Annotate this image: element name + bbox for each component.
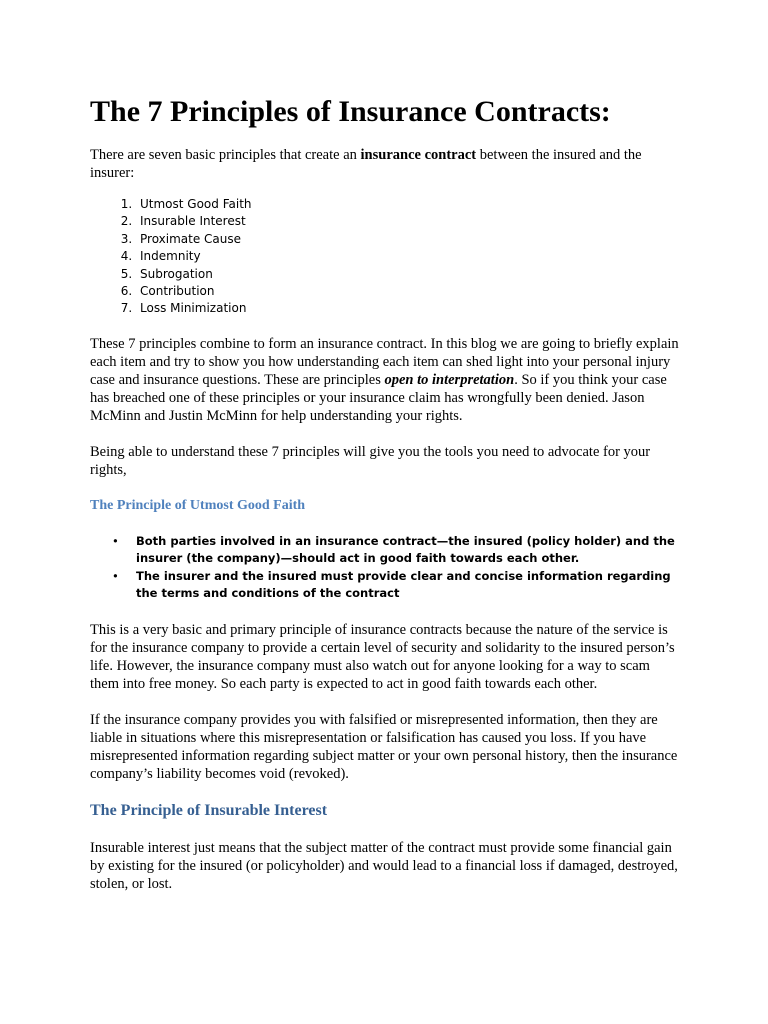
bullet-text: The insurer and the insured must provide clear and concise information regarding the terms and conditions of the contract [136,568,671,601]
intro-bold-term: insurance contract [360,147,477,163]
blog-paragraph [90,335,680,425]
list-item: 6. Contribution [136,283,680,300]
good-faith-paragraph-1: This is a very basic and primary principle of insurance contracts because the nature of the service is for the insurance company to provide a certain level of security and solidarity to the insured person’s life. However, the insurance company must also watch out for anyone looking for a way to scam them into free money. So each party is expected to act in good faith towards each other. [90,621,675,692]
list-item: 5. Subrogation [136,266,680,283]
heading-utmost-good-faith: The Principle of Utmost Good Faith [90,497,306,513]
good-faith-paragraph-2: If the insurance company provides you with falsified or misrepresented information, then they are liable in situations where this misrepresentation or falsification has caused you loss. If you have misrepresented information regarding subject matter or your own personal history, then the insurance company’s liability becomes void (revoked). [90,711,678,782]
list-item: 4. Indemnity [136,248,680,265]
bullet-icon: • [112,533,119,548]
good-faith-bullet-list [90,533,680,603]
blog-emphasis: open to interpretation [384,371,515,388]
intro-text-after: between the insured and the insurer: [90,147,642,181]
list-item: 7. Loss Minimization [136,300,680,317]
intro-paragraph [90,146,680,182]
intro-text-before: There are seven basic principles that create an [90,147,361,163]
heading-insurable-interest: The Principle of Insurable Interest [90,801,328,819]
advocate-paragraph: Being able to understand these 7 principles will give you the tools you need to advocate for your rights, [90,443,651,478]
principles-list [90,196,680,318]
document-page [90,92,680,893]
page-title: The 7 Principles of Insurance Contracts: [90,95,611,128]
blog-text-before: These 7 principles combine to form an insurance contract. In this blog we are going to briefly explain each item and try to show you how understanding each item can shed light into your personal injury case and insurance questions. These are principles [90,335,679,388]
list-item: 2. Insurable Interest [136,213,680,230]
list-item [112,568,680,603]
insurable-interest-paragraph: Insurable interest just means that the subject matter of the contract must provide some financial gain by existing for the insured (or policyholder) and would lead to a financial loss if damaged, destroyed, stolen, or lost. [90,839,678,892]
list-item: 1. Utmost Good Faith [136,196,680,213]
blog-text-after: . So if you think your case has breached one of these principles or your insurance claim has wrongfully been denied. Jason McMinn and Justin McMinn for help understanding your rights. [90,371,667,424]
bullet-icon: • [112,568,119,583]
list-item: 3. Proximate Cause [136,231,680,248]
bullet-text: Both parties involved in an insurance contract—the insured (policy holder) and the insurer (the company)—should act in good faith towards each other. [136,533,675,566]
list-item [112,533,680,568]
